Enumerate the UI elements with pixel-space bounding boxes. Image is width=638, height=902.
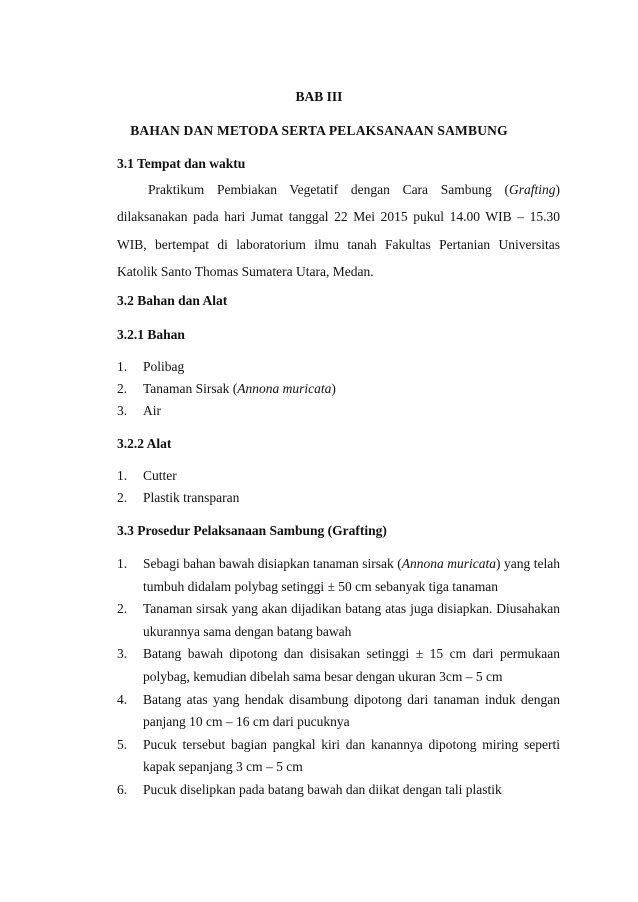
list-text: Cutter [143, 468, 177, 483]
chapter-title: BAHAN DAN METODA SERTA PELAKSANAAN SAMBUNG [130, 123, 508, 138]
list-number: 3. [117, 646, 128, 662]
section-3-2-1-heading: 3.2.1 Bahan [117, 327, 185, 342]
list-item [117, 400, 560, 422]
list-number: 3. [117, 403, 128, 418]
section-3-1-paragraph [117, 176, 560, 285]
list-text: Plastik transparan [143, 490, 240, 505]
list-text: panjang 10 cm – 16 cm dari pucuknya [143, 714, 350, 730]
list-item [117, 553, 560, 598]
list-text: Polibag [143, 359, 185, 374]
alat-list [117, 465, 560, 509]
list-number: 2. [117, 601, 128, 617]
list-item [117, 356, 560, 378]
list-text: tumbuh didalam polybag setinggi ± 50 cm sebanyak tiga tanaman [143, 578, 498, 594]
list-number: 4. [117, 691, 128, 707]
list-text: Sebagi bahan bawah disiapkan tanaman sirsak (Annona muricata) yang telah [143, 556, 560, 571]
list-item [117, 689, 560, 734]
paragraph-line: dilaksanakan pada hari Jumat tanggal 22 Mei 2015 pukul 14.00 WIB – 15.30 [117, 209, 560, 225]
paragraph-line: WIB, bertempat di laboratorium ilmu tanah Fakultas Pertanian Universitas [117, 236, 560, 252]
list-item [117, 779, 560, 802]
list-text: polybag, kemudian dibelah sama besar dengan ukuran 3cm – 5 cm [143, 668, 503, 684]
species-name: Annona muricata [401, 556, 496, 571]
list-text: Pucuk tersebut bagian pangkal kiri dan kanannya dipotong miring seperti [143, 736, 560, 752]
list-text: Tanaman sirsak yang akan dijadikan batang atas juga disiapkan. Diusahakan [143, 601, 560, 617]
list-number: 6. [117, 781, 128, 797]
list-number: 2. [117, 490, 128, 505]
paragraph-line: Praktikum Pembiakan Vegetatif dengan Cara Sambung (Grafting) [148, 182, 560, 197]
list-item [117, 598, 560, 643]
section-3-2-2-heading: 3.2.2 Alat [117, 436, 172, 451]
list-item [117, 643, 560, 688]
list-item [117, 378, 560, 400]
list-text: Tanaman Sirsak ( [143, 381, 238, 396]
list-item [117, 734, 560, 779]
list-text: Air [143, 403, 161, 418]
grafting-term: Grafting [508, 182, 556, 197]
paragraph-line: Katolik Santo Thomas Sumatera Utara, Medan. [117, 263, 374, 279]
list-text: ) [331, 381, 336, 396]
list-text: kapak sepanjang 3 cm – 5 cm [143, 759, 303, 775]
section-3-2-heading: 3.2 Bahan dan Alat [117, 293, 228, 308]
bahan-list [117, 356, 560, 422]
list-item [117, 487, 560, 509]
list-text: Batang atas yang hendak disambung dipotong dari tanaman induk dengan [143, 691, 560, 707]
list-number: 1. [117, 359, 128, 374]
section-3-3-heading: 3.3 Prosedur Pelaksanaan Sambung (Grafting) [117, 523, 387, 538]
list-text: ukurannya sama dengan batang bawah [143, 623, 352, 639]
section-3-1-heading: 3.1 Tempat dan waktu [117, 156, 246, 171]
list-number: 2. [117, 381, 128, 396]
chapter-heading: BAB III [295, 89, 343, 104]
list-text: Pucuk diselipkan pada batang bawah dan diikat dengan tali plastik [143, 781, 502, 797]
list-number: 1. [117, 468, 128, 483]
list-text: Batang bawah dipotong dan disisakan setinggi ± 15 cm dari permukaan [143, 646, 560, 662]
list-number: 1. [117, 556, 128, 571]
prosedur-list [117, 553, 560, 802]
list-item [117, 465, 560, 487]
list-number: 5. [117, 736, 128, 752]
species-name: Annona muricata [237, 381, 332, 396]
